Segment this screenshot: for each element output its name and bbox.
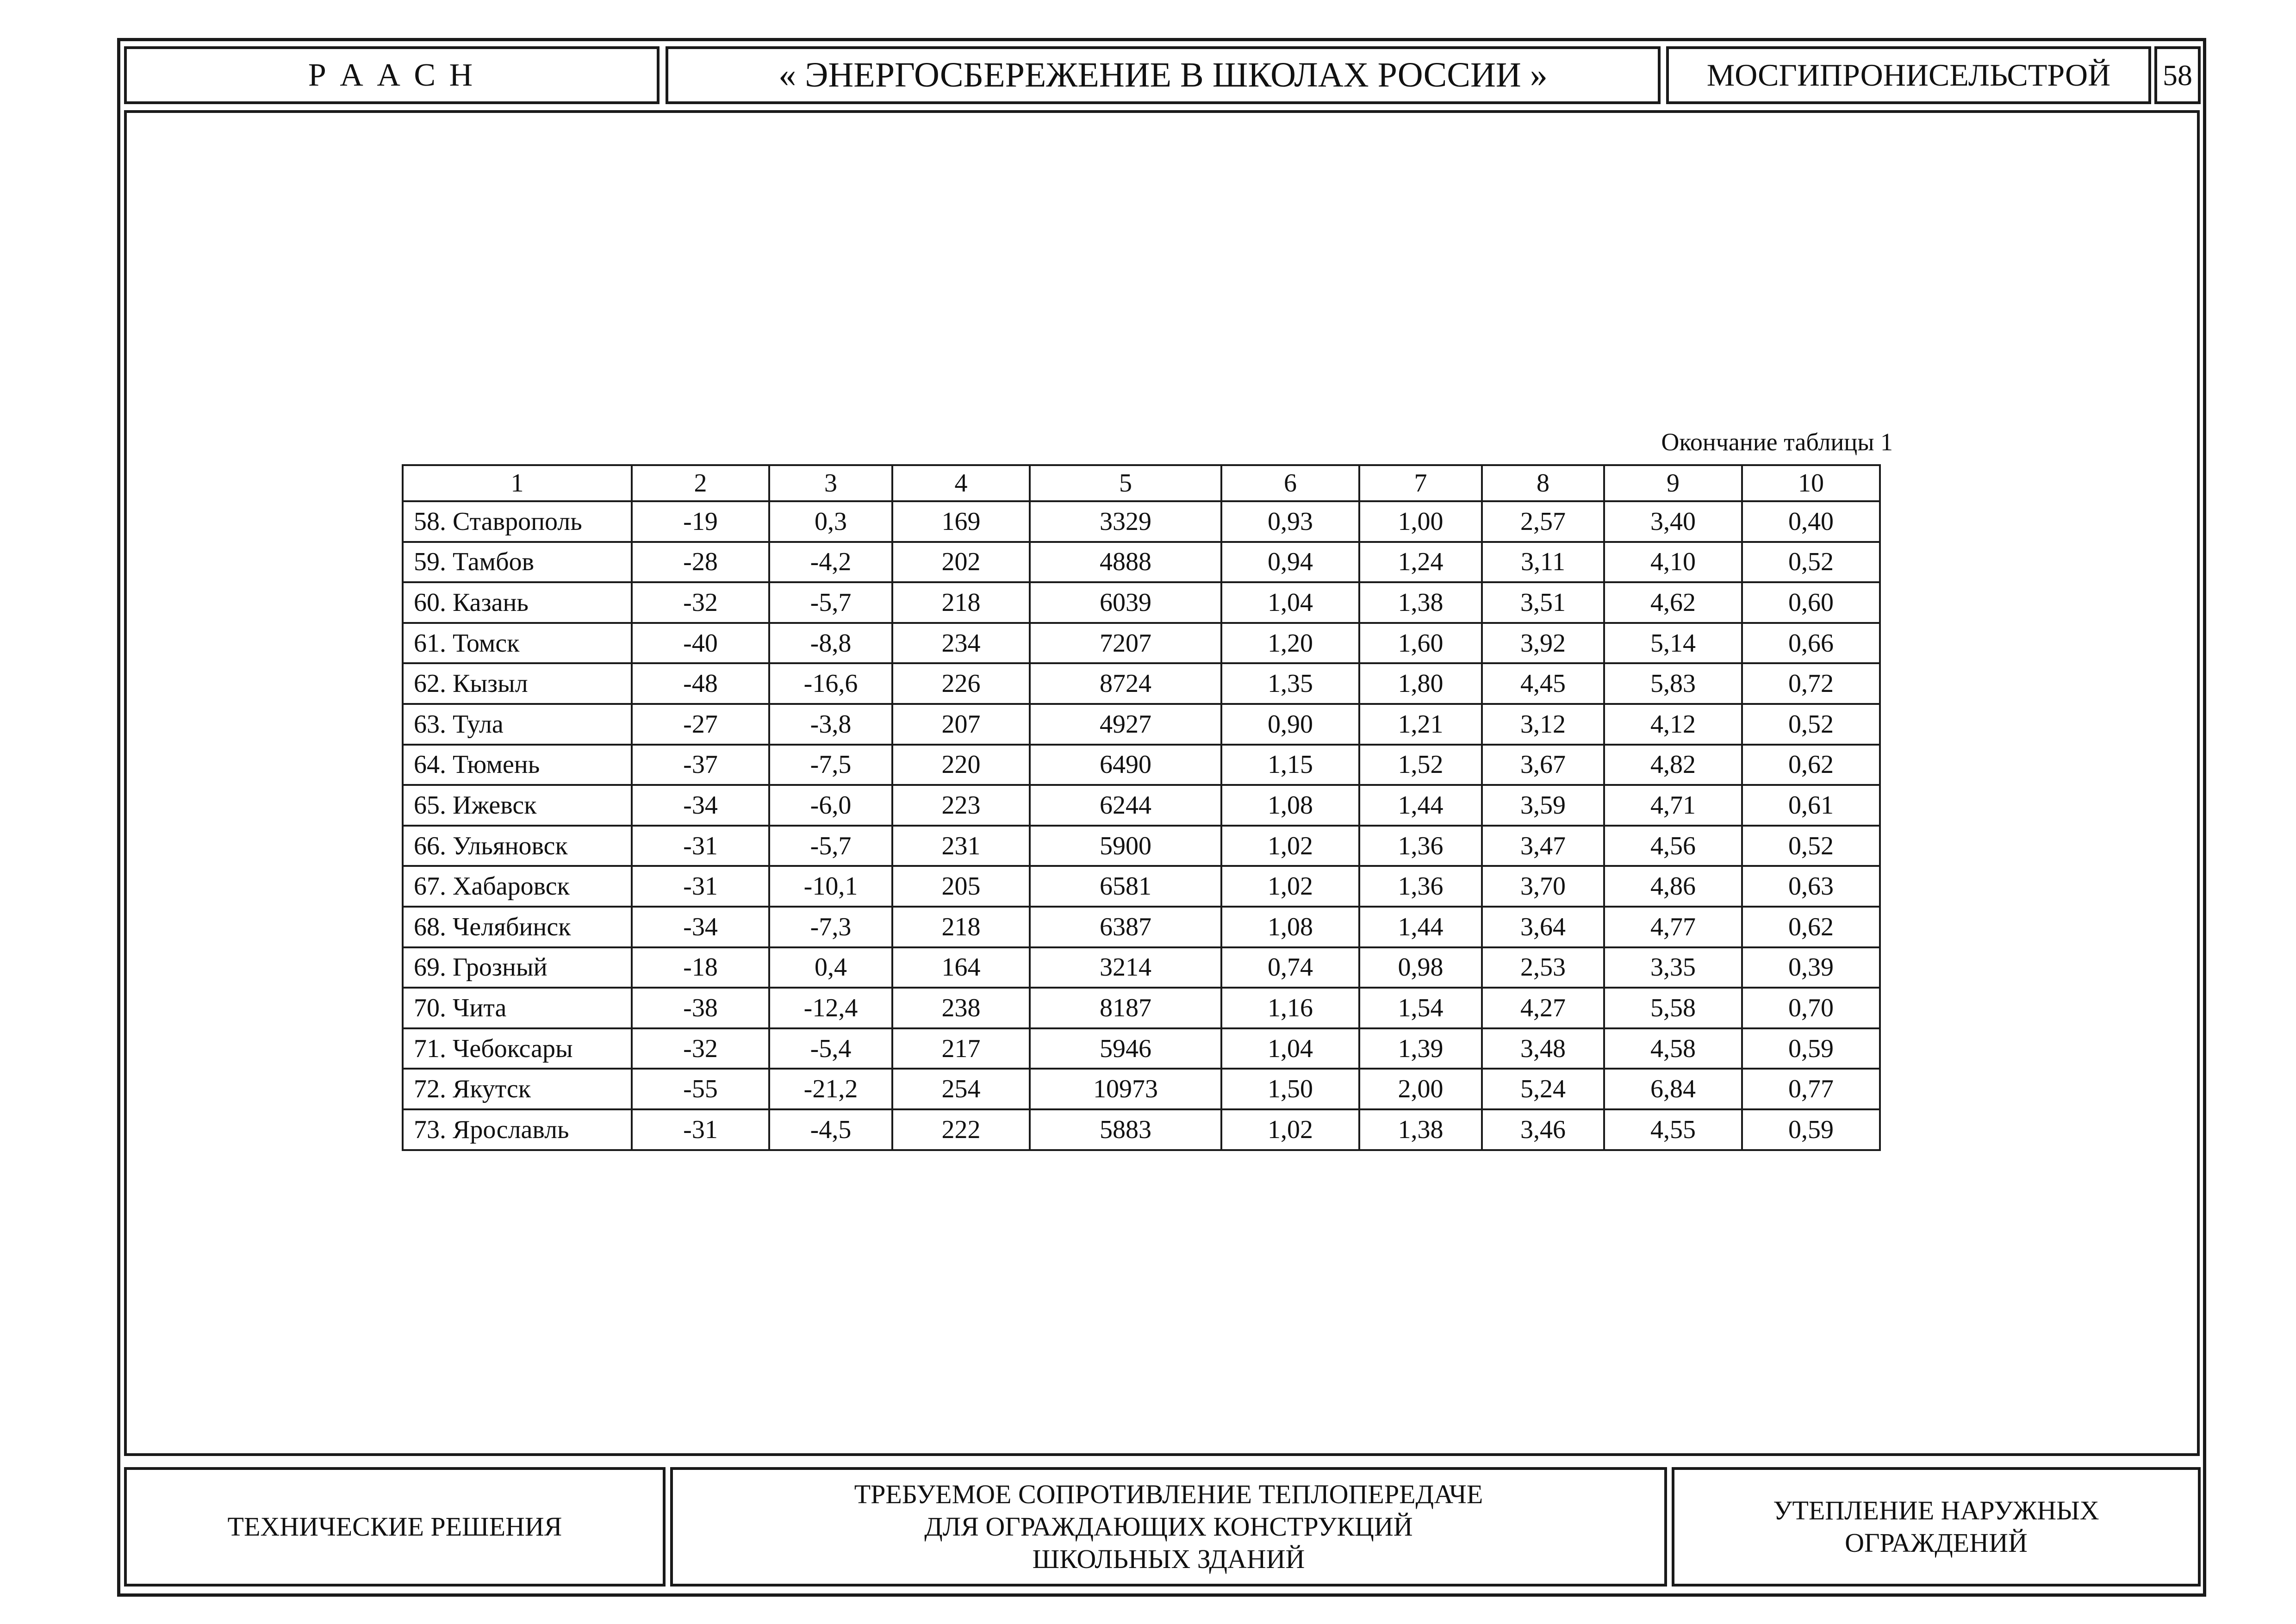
value-cell: 1,24	[1359, 542, 1482, 583]
table-caption: Окончание таблицы 1	[1661, 428, 1893, 456]
value-cell: 254	[892, 1069, 1030, 1109]
value-cell: 1,35	[1221, 663, 1359, 704]
footer-center	[670, 1467, 1667, 1587]
city-cell: 72. Якутск	[403, 1069, 632, 1109]
value-cell: 0,59	[1742, 1109, 1880, 1150]
city-cell: 62. Кызыл	[403, 663, 632, 704]
header-org: Р А А С Н	[124, 46, 660, 104]
value-cell: -37	[632, 745, 769, 785]
value-cell: 3329	[1030, 501, 1221, 542]
value-cell: 1,15	[1221, 745, 1359, 785]
value-cell: 218	[892, 907, 1030, 947]
table-row	[403, 1109, 1880, 1150]
value-cell: 164	[892, 947, 1030, 988]
value-cell: 1,60	[1359, 623, 1482, 664]
value-cell: 3,11	[1482, 542, 1604, 583]
value-cell: -38	[632, 988, 769, 1028]
value-cell: -34	[632, 907, 769, 947]
value-cell: -19	[632, 501, 769, 542]
value-cell: 5946	[1030, 1028, 1221, 1069]
value-cell: 1,52	[1359, 745, 1482, 785]
value-cell: 3,67	[1482, 745, 1604, 785]
value-cell: 169	[892, 501, 1030, 542]
value-cell: 0,52	[1742, 542, 1880, 583]
table-row	[403, 501, 1880, 542]
column-header: 6	[1221, 465, 1359, 501]
value-cell: 6,84	[1604, 1069, 1742, 1109]
city-cell: 71. Чебоксары	[403, 1028, 632, 1069]
value-cell: 1,38	[1359, 582, 1482, 623]
column-header: 8	[1482, 465, 1604, 501]
value-cell: 4,71	[1604, 785, 1742, 826]
value-cell: 0,60	[1742, 582, 1880, 623]
value-cell: 1,21	[1359, 704, 1482, 745]
city-cell: 70. Чита	[403, 988, 632, 1028]
value-cell: 6244	[1030, 785, 1221, 826]
value-cell: 5,24	[1482, 1069, 1604, 1109]
value-cell: 4,12	[1604, 704, 1742, 745]
value-cell: 3,59	[1482, 785, 1604, 826]
value-cell: -55	[632, 1069, 769, 1109]
value-cell: 1,00	[1359, 501, 1482, 542]
table-row	[403, 704, 1880, 745]
value-cell: 1,08	[1221, 785, 1359, 826]
value-cell: -16,6	[769, 663, 892, 704]
value-cell: 3,40	[1604, 501, 1742, 542]
city-cell: 65. Ижевск	[403, 785, 632, 826]
value-cell: 0,74	[1221, 947, 1359, 988]
city-cell: 64. Тюмень	[403, 745, 632, 785]
table-header-row	[403, 465, 1880, 501]
table-body	[403, 501, 1880, 1150]
value-cell: 4,45	[1482, 663, 1604, 704]
value-cell: 3,12	[1482, 704, 1604, 745]
table-row	[403, 623, 1880, 664]
value-cell: 4,27	[1482, 988, 1604, 1028]
footer-center-line: ДЛЯ ОГРАЖДАЮЩИХ КОНСТРУКЦИЙ	[924, 1512, 1413, 1542]
value-cell: 0,61	[1742, 785, 1880, 826]
table-row	[403, 947, 1880, 988]
value-cell: 0,59	[1742, 1028, 1880, 1069]
value-cell: 3,70	[1482, 866, 1604, 907]
value-cell: 3,92	[1482, 623, 1604, 664]
value-cell: 0,77	[1742, 1069, 1880, 1109]
value-cell: 0,70	[1742, 988, 1880, 1028]
table-row	[403, 1028, 1880, 1069]
value-cell: 0,66	[1742, 623, 1880, 664]
column-header: 7	[1359, 465, 1482, 501]
value-cell: 5900	[1030, 826, 1221, 866]
table-row	[403, 582, 1880, 623]
value-cell: 0,4	[769, 947, 892, 988]
column-header: 10	[1742, 465, 1880, 501]
value-cell: 6039	[1030, 582, 1221, 623]
value-cell: 1,08	[1221, 907, 1359, 947]
table-row	[403, 826, 1880, 866]
value-cell: 4,55	[1604, 1109, 1742, 1150]
value-cell: 1,16	[1221, 988, 1359, 1028]
city-cell: 61. Томск	[403, 623, 632, 664]
value-cell: 7207	[1030, 623, 1221, 664]
value-cell: 207	[892, 704, 1030, 745]
value-cell: 0,62	[1742, 745, 1880, 785]
value-cell: -5,7	[769, 582, 892, 623]
footer-left-text: ТЕХНИЧЕСКИЕ РЕШЕНИЯ	[227, 1512, 562, 1542]
table-row	[403, 663, 1880, 704]
value-cell: 2,00	[1359, 1069, 1482, 1109]
value-cell: -10,1	[769, 866, 892, 907]
value-cell: 238	[892, 988, 1030, 1028]
header-title: « ЭНЕРГОСБЕРЕЖЕНИЕ В ШКОЛАХ РОССИИ »	[666, 46, 1661, 104]
value-cell: -32	[632, 1028, 769, 1069]
city-cell: 69. Грозный	[403, 947, 632, 988]
value-cell: 1,02	[1221, 866, 1359, 907]
value-cell: 220	[892, 745, 1030, 785]
city-cell: 58. Ставрополь	[403, 501, 632, 542]
footer-center-line: ШКОЛЬНЫХ ЗДАНИЙ	[1032, 1544, 1305, 1574]
table-row	[403, 907, 1880, 947]
value-cell: -34	[632, 785, 769, 826]
value-cell: 0,62	[1742, 907, 1880, 947]
value-cell: 4,86	[1604, 866, 1742, 907]
table-row	[403, 745, 1880, 785]
value-cell: 0,3	[769, 501, 892, 542]
value-cell: 6581	[1030, 866, 1221, 907]
value-cell: 4,77	[1604, 907, 1742, 947]
value-cell: -3,8	[769, 704, 892, 745]
value-cell: 1,44	[1359, 785, 1482, 826]
city-cell: 66. Ульяновск	[403, 826, 632, 866]
data-table	[402, 464, 1881, 1151]
value-cell: 1,36	[1359, 826, 1482, 866]
value-cell: 231	[892, 826, 1030, 866]
value-cell: -18	[632, 947, 769, 988]
value-cell: 0,98	[1359, 947, 1482, 988]
value-cell: 0,63	[1742, 866, 1880, 907]
value-cell: 218	[892, 582, 1030, 623]
value-cell: 1,20	[1221, 623, 1359, 664]
value-cell: 2,53	[1482, 947, 1604, 988]
value-cell: 1,50	[1221, 1069, 1359, 1109]
value-cell: 0,90	[1221, 704, 1359, 745]
footer-right-line: УТЕПЛЕНИЕ НАРУЖНЫХ	[1773, 1495, 2099, 1525]
footer-right-line: ОГРАЖДЕНИЙ	[1845, 1528, 2028, 1558]
value-cell: -7,5	[769, 745, 892, 785]
city-cell: 60. Казань	[403, 582, 632, 623]
value-cell: -21,2	[769, 1069, 892, 1109]
table-row	[403, 542, 1880, 583]
value-cell: 234	[892, 623, 1030, 664]
value-cell: 223	[892, 785, 1030, 826]
value-cell: 1,04	[1221, 582, 1359, 623]
column-header: 4	[892, 465, 1030, 501]
value-cell: 3,46	[1482, 1109, 1604, 1150]
value-cell: 0,52	[1742, 704, 1880, 745]
value-cell: 6490	[1030, 745, 1221, 785]
value-cell: 4,82	[1604, 745, 1742, 785]
value-cell: 3214	[1030, 947, 1221, 988]
value-cell: 4888	[1030, 542, 1221, 583]
value-cell: 4,56	[1604, 826, 1742, 866]
value-cell: 1,02	[1221, 826, 1359, 866]
value-cell: -12,4	[769, 988, 892, 1028]
value-cell: 205	[892, 866, 1030, 907]
column-header: 5	[1030, 465, 1221, 501]
value-cell: 0,39	[1742, 947, 1880, 988]
value-cell: -31	[632, 866, 769, 907]
value-cell: -8,8	[769, 623, 892, 664]
table-row	[403, 1069, 1880, 1109]
value-cell: 1,38	[1359, 1109, 1482, 1150]
column-header: 2	[632, 465, 769, 501]
value-cell: -28	[632, 542, 769, 583]
footer-center-line: ТРЕБУЕМОЕ СОПРОТИВЛЕНИЕ ТЕПЛОПЕРЕДАЧЕ	[854, 1479, 1483, 1509]
value-cell: 1,44	[1359, 907, 1482, 947]
value-cell: 8187	[1030, 988, 1221, 1028]
value-cell: 5,14	[1604, 623, 1742, 664]
value-cell: -5,7	[769, 826, 892, 866]
value-cell: 6387	[1030, 907, 1221, 947]
value-cell: -6,0	[769, 785, 892, 826]
value-cell: 5,58	[1604, 988, 1742, 1028]
city-cell: 67. Хабаровск	[403, 866, 632, 907]
value-cell: 217	[892, 1028, 1030, 1069]
column-header: 1	[403, 465, 632, 501]
value-cell: -48	[632, 663, 769, 704]
value-cell: 4927	[1030, 704, 1221, 745]
value-cell: 222	[892, 1109, 1030, 1150]
value-cell: -7,3	[769, 907, 892, 947]
value-cell: 3,64	[1482, 907, 1604, 947]
page-number: 58	[2154, 46, 2201, 104]
city-cell: 68. Челябинск	[403, 907, 632, 947]
table-row	[403, 785, 1880, 826]
value-cell: -5,4	[769, 1028, 892, 1069]
table-row	[403, 988, 1880, 1028]
value-cell: 3,47	[1482, 826, 1604, 866]
value-cell: 226	[892, 663, 1030, 704]
value-cell: 0,52	[1742, 826, 1880, 866]
value-cell: -40	[632, 623, 769, 664]
value-cell: 202	[892, 542, 1030, 583]
value-cell: 4,10	[1604, 542, 1742, 583]
column-header: 3	[769, 465, 892, 501]
value-cell: -32	[632, 582, 769, 623]
value-cell: 1,54	[1359, 988, 1482, 1028]
value-cell: 1,80	[1359, 663, 1482, 704]
column-header: 9	[1604, 465, 1742, 501]
value-cell: 1,04	[1221, 1028, 1359, 1069]
value-cell: 0,94	[1221, 542, 1359, 583]
value-cell: 3,51	[1482, 582, 1604, 623]
value-cell: 0,40	[1742, 501, 1880, 542]
value-cell: 0,72	[1742, 663, 1880, 704]
header-author: МОСГИПРОНИСЕЛЬСТРОЙ	[1666, 46, 2151, 104]
city-cell: 59. Тамбов	[403, 542, 632, 583]
value-cell: 3,35	[1604, 947, 1742, 988]
city-cell: 73. Ярославль	[403, 1109, 632, 1150]
table-row	[403, 866, 1880, 907]
value-cell: -31	[632, 1109, 769, 1150]
value-cell: 10973	[1030, 1069, 1221, 1109]
value-cell: 5883	[1030, 1109, 1221, 1150]
value-cell: 5,83	[1604, 663, 1742, 704]
value-cell: 1,36	[1359, 866, 1482, 907]
value-cell: 4,62	[1604, 582, 1742, 623]
value-cell: 8724	[1030, 663, 1221, 704]
value-cell: 2,57	[1482, 501, 1604, 542]
value-cell: 1,39	[1359, 1028, 1482, 1069]
city-cell: 63. Тула	[403, 704, 632, 745]
value-cell: -4,2	[769, 542, 892, 583]
value-cell: -4,5	[769, 1109, 892, 1150]
value-cell: 4,58	[1604, 1028, 1742, 1069]
value-cell: 0,93	[1221, 501, 1359, 542]
value-cell: -31	[632, 826, 769, 866]
value-cell: -27	[632, 704, 769, 745]
footer-left	[124, 1467, 666, 1587]
value-cell: 1,02	[1221, 1109, 1359, 1150]
value-cell: 3,48	[1482, 1028, 1604, 1069]
footer-right	[1672, 1467, 2201, 1587]
